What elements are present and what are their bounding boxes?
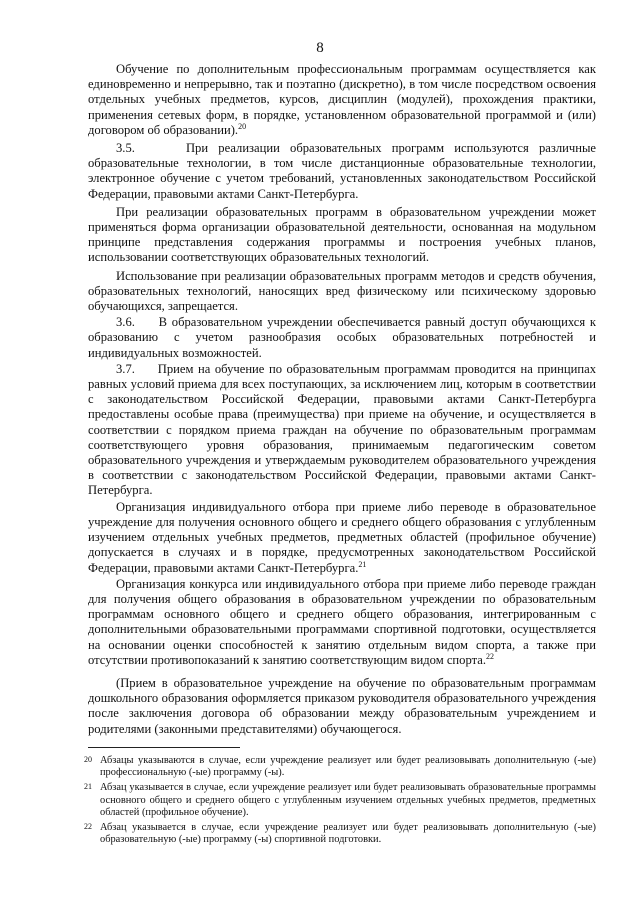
footnote-number: 22 bbox=[84, 822, 92, 832]
paragraph bbox=[88, 315, 596, 361]
paragraph-text: 3.6. В образовательном учреждении обеспечивается равный доступ обучающихся к образованию с учетом разнообразия особых образовательных потребностей и индивидуальных возможностей. bbox=[88, 315, 596, 360]
paragraph bbox=[88, 141, 596, 202]
footnote bbox=[84, 822, 596, 846]
footnote-number: 21 bbox=[84, 782, 92, 792]
paragraph-text: Организация индивидуального отбора при приеме либо переводе в образовательное учреждение для получения основного общего и среднего общего образования с углубленным изучением отдельных учебных предметов, предметных областей (профильное обучение) допускается в случаях и в порядке, предусмотренных законодательством Российской Федерации, правовыми актами Санкт-Петербурга. bbox=[88, 499, 596, 575]
footnote-number: 20 bbox=[84, 755, 92, 764]
paragraph-text: (Прием в образовательное учреждение на обучение по образовательным программам дошкольного образования оформляется приказом руководителя образовательного учреждения после заключения договора об образовании между образовательным учреждением и родителями (законными представителями) обучающегося. bbox=[88, 675, 596, 736]
paragraph-text: Обучение по дополнительным профессиональным программам осуществляется как единовременно и непрерывно, так и поэтапно (дискретно), в том числе посредством освоения отдельных учебных предметов, курсов, дисциплин (модулей), прохождения практики, применения сетевых форм, в порядке, установленном образовательной программой и (или) договором об образовании). bbox=[88, 62, 596, 137]
paragraph-text: Организация конкурса или индивидуального отбора при приеме либо переводе граждан для получения общего образования в образовательном учреждении по образовательным программам основного общего и среднего общего образования, интегрированным с дополнительными образовательными программами спортивной подготовки, осуществляется на основании оценки способностей к занятию отдельным видом спорта, а также при отсутствии противопоказаний к занятию соответствующим видом спорта. bbox=[88, 576, 596, 667]
footnote-text: Абзац указывается в случае, если учреждение реализует или будет реализовывать дополнительную (-ые) образовательную (-ые) программу (-ы) спортивной подготовки. bbox=[100, 822, 596, 846]
paragraph-text: 3.7. Прием на обучение по образовательным программам проводится на принципах равных условий приема для всех поступающих, за исключением лиц, которым в соответствии с законодательством Российской Федерации, правовыми актами Санкт-Петербурга предоставлены особые права (преимущества) при приеме на обучение, и осуществляется в соответствии с порядком приема граждан на обучение по образовательным программам соответствующего уровня образования, принимаемым педагогическим советом образовательного учреждения и утверждаемым руководителем образовательного учреждения в соответствии с законодательством Российской Федерации, правовыми актами Санкт-Петербурга. bbox=[88, 361, 596, 498]
paragraph bbox=[88, 577, 596, 668]
paragraph bbox=[88, 676, 596, 737]
body-text bbox=[88, 62, 596, 738]
footnote-text: Абзац указывается в случае, если учреждение реализует или будет реализовывать образовательные программы основного общего и среднего общего с углубленным изучением отдельных учебных предметов, предметных областей (профильное обучение). bbox=[100, 782, 596, 818]
footnote-ref: 22 bbox=[485, 651, 494, 661]
footnote-ref: 21 bbox=[358, 559, 367, 569]
footnote bbox=[84, 755, 596, 779]
footnote bbox=[84, 782, 596, 819]
page-number: 8 bbox=[316, 40, 324, 56]
paragraph-text: При реализации образовательных программ в образовательном учреждении может применяться форма организации образовательной деятельности, основанная на модульном принципе представления содержания программы и построения учебных планов, использовании соответствующих образовательных технологий. bbox=[88, 204, 596, 265]
paragraph bbox=[88, 269, 596, 315]
footnote-text: Абзацы указываются в случае, если учреждение реализует или будет реализовывать дополнительную (-ые) профессиональную (-ые) программу (-ы). bbox=[100, 755, 596, 779]
paragraph bbox=[88, 500, 596, 576]
paragraph-text: 3.5. При реализации образовательных программ используются различные образовательные технологии, в том числе дистанционные образовательные технологии, электронное обучение с учетом требований, установленных законодательством Российской Федерации, правовыми актами Санкт-Петербурга. bbox=[88, 141, 596, 201]
paragraph bbox=[88, 362, 596, 499]
footnote-ref: 20 bbox=[238, 121, 247, 131]
footnote-divider bbox=[88, 747, 240, 748]
paragraph bbox=[88, 205, 596, 266]
footnotes bbox=[84, 755, 596, 849]
paragraph-text: Использование при реализации образовательных программ методов и средств обучения, образовательных технологий, наносящих вред физическому или психическому здоровью обучающихся, запрещается. bbox=[88, 268, 596, 314]
paragraph bbox=[88, 62, 596, 138]
